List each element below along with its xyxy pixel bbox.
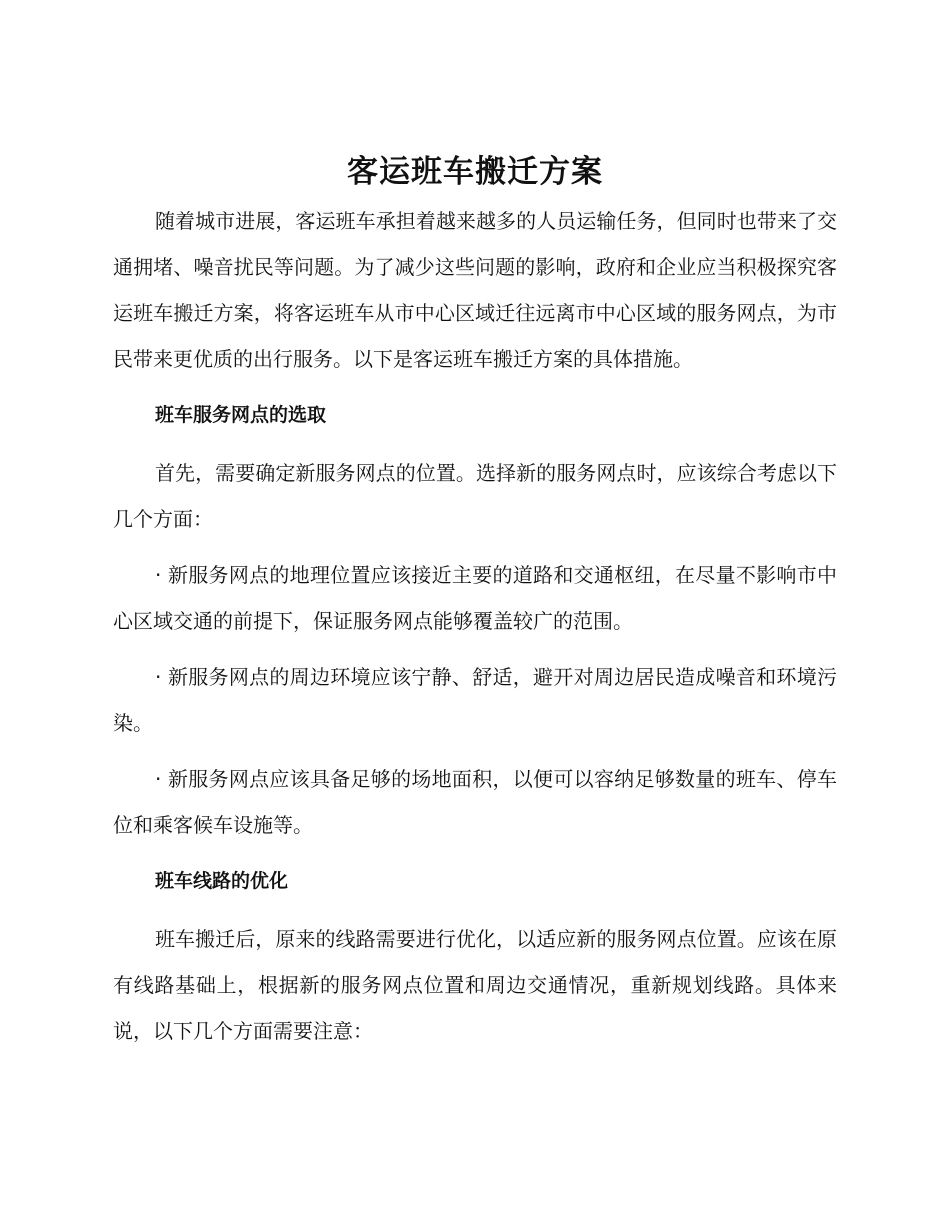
intro-paragraph: 随着城市进展，客运班车承担着越来越多的人员运输任务，但同时也带来了交通拥堵、噪音扰民等问题。为了减少这些问题的影响，政府和企业应当积极探究客运班车搬迁方案，将客运班车从市中心区域迁往远离市中心区域的服务网点，为市民带来更优质的出行服务。以下是客运班车搬迁方案的具体措施。 [113, 209, 837, 371]
document-body [113, 198, 837, 1064]
route-optimization-paragraph: 班车搬迁后，原来的线路需要进行优化，以适应新的服务网点位置。应该在原有线路基础上，根据新的服务网点位置和周边交通情况，重新规划线路。具体来说，以下几个方面需要注意： [113, 927, 837, 1043]
document-title: 客运班车搬迁方案 [347, 154, 603, 190]
bullet-item-area: · 新服务网点应该具备足够的场地面积，以便可以容纳足够数量的班车、停车位和乘客候车设施等。 [113, 767, 837, 837]
bullet-item-environment: · 新服务网点的周边环境应该宁静、舒适，避开对周边居民造成噪音和环境污染。 [113, 665, 837, 735]
bullet-item-location: · 新服务网点的地理位置应该接近主要的道路和交通枢纽，在尽量不影响市中心区域交通的前提下，保证服务网点能够覆盖较广的范围。 [113, 563, 837, 633]
section-heading-route-optimization: 班车线路的优化 [155, 870, 289, 892]
site-selection-paragraph: 首先，需要确定新服务网点的位置。选择新的服务网点时，应该综合考虑以下几个方面： [113, 461, 837, 531]
section-heading-site-selection: 班车服务网点的选取 [155, 404, 327, 426]
